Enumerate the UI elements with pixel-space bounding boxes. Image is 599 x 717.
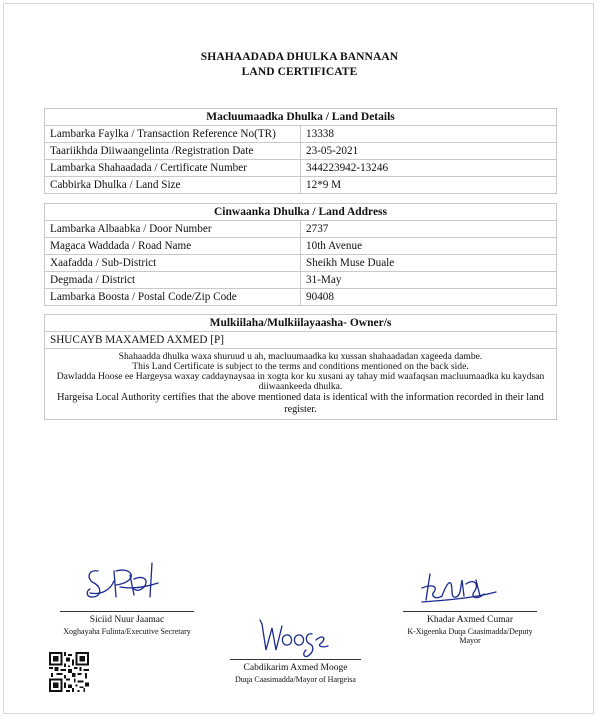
table-row — [45, 126, 557, 143]
table-row — [45, 177, 557, 194]
row-label: Lambarka Faylka / Transaction Reference No(TR) — [45, 126, 301, 143]
table-row — [45, 160, 557, 177]
signatory-role: Duqa Caasimadda/Mayor of Hargeisa — [235, 675, 356, 684]
signatory-name: Cabdikarim Axmed Mooge — [243, 663, 348, 673]
table-row — [45, 255, 557, 272]
row-label: Xaafadda / Sub-District — [45, 255, 301, 272]
signature-line — [230, 659, 361, 660]
signatory-name: Siciid Nuur Jaamac — [89, 615, 165, 625]
row-label: Degmada / District — [45, 272, 301, 289]
note-somali-2: Dawladda Hoose ee Hargeysa waxay caddaynaysaa in xogta kor ku xusani ay tahay mid waafaqsan macluumaadka ku kaydsan diiwaankeeda dhulka. — [56, 371, 545, 392]
row-value: Sheikh Muse Duale — [301, 255, 557, 272]
land-address-table — [44, 203, 557, 306]
signatory-role: K-Xigeenka Duqa Caasimadda/Deputy Mayor — [407, 627, 533, 645]
deputy-mayor-signature — [418, 570, 500, 612]
signatory-role: Xoghayaha Fulinta/Executive Secretary — [63, 627, 191, 636]
row-label: Cabbirka Dhulka / Land Size — [45, 177, 301, 194]
row-value: 90408 — [301, 289, 557, 306]
row-label: Taariikhda Diiwaangelinta /Registration Date — [45, 143, 301, 160]
row-label: Lambarka Boosta / Postal Code/Zip Code — [45, 289, 301, 306]
signatory-name: Khadar Axmed Cumar — [426, 615, 513, 625]
row-value: 23-05-2021 — [301, 143, 557, 160]
signature-line — [60, 611, 194, 612]
table-row — [45, 272, 557, 289]
row-value: 31-May — [301, 272, 557, 289]
land-address-heading: Cinwaanka Dhulka / Land Address — [45, 204, 557, 221]
row-value: 12*9 M — [301, 177, 557, 194]
note-english-2: Hargeisa Local Authority certifies that the above mentioned data is identical with the information recorded in their land register. — [57, 392, 544, 415]
row-value: 344223942-13246 — [301, 160, 557, 177]
row-label: Lambarka Shahaadada / Certificate Number — [45, 160, 301, 177]
row-value: 2737 — [301, 221, 557, 238]
table-row — [45, 143, 557, 160]
table-row — [45, 238, 557, 255]
row-label: Lambarka Albaabka / Door Number — [45, 221, 301, 238]
row-value: 10th Avenue — [301, 238, 557, 255]
signature-line — [403, 611, 537, 612]
qr-code-icon — [49, 652, 89, 692]
row-label: Magaca Waddada / Road Name — [45, 238, 301, 255]
row-value: 13338 — [301, 126, 557, 143]
certificate-title: SHAHAADADA DHULKA BANNAAN — [200, 51, 399, 63]
land-details-heading: Macluumaadka Dhulka / Land Details — [45, 109, 557, 126]
certificate-note — [45, 349, 557, 420]
center-signatory — [230, 659, 361, 684]
right-signatory — [403, 611, 537, 645]
owners-table — [44, 314, 557, 420]
table-row — [45, 221, 557, 238]
owners-heading: Mulkiilaha/Mulkiilayaasha- Owner/s — [45, 315, 557, 332]
note-english-1: This Land Certificate is subject to the terms and conditions mentioned on the back side. — [132, 361, 469, 372]
certificate-subtitle: LAND CERTIFICATE — [241, 66, 358, 78]
left-signatory — [60, 611, 194, 636]
executive-secretary-signature — [80, 557, 165, 609]
mayor-signature — [256, 616, 332, 660]
table-row — [45, 289, 557, 306]
note-somali-1: Shahaadda dhulka waxa shuruud u ah, macluumaadka ku xussan shahaadadan xageeda dambe. — [118, 351, 483, 362]
owner-name: SHUCAYB MAXAMED AXMED [P] — [45, 332, 557, 349]
land-details-table — [44, 108, 557, 194]
